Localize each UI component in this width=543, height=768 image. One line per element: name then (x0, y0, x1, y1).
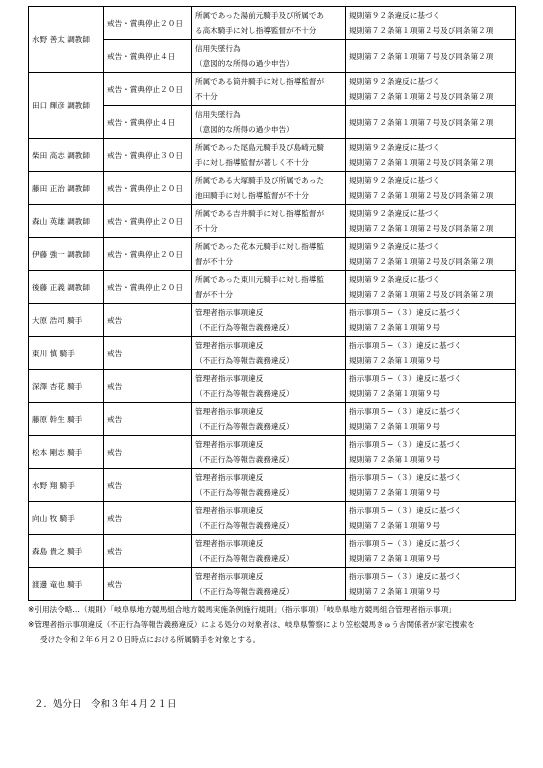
notes-block (28, 602, 516, 647)
reason-line: （不正行為等報告義務違反） (195, 554, 294, 563)
reason-line: 管理者指示事項違反 (195, 572, 264, 581)
reason-line: 信用失墜行為 (195, 110, 241, 119)
reason-line: 所属であった湯前元騎手及び所属であ (195, 11, 325, 20)
table-row (29, 337, 516, 370)
person-name-cell: 向山 牧 騎手 (29, 502, 104, 535)
penalty-cell: 戒告 (104, 535, 192, 568)
person-name-cell: 田口 輝彦 調教師 (29, 73, 104, 139)
penalty-cell: 戒告・賞典停止２０日 (104, 271, 192, 304)
reason-line: （不正行為等報告義務違反） (195, 323, 294, 332)
reason-line: 管理者指示事項違反 (195, 341, 264, 350)
table-row (29, 535, 516, 568)
note-line: ※引用法令略…（規則）「岐阜県地方競馬組合地方競馬実施条例施行規則」（指示事項）「岐阜県地方競馬組合管理者指示事項」 (28, 605, 456, 614)
clause-line: 規則第７２条第１項第９号 (349, 323, 441, 332)
person-name-cell: 藤田 正治 調教師 (29, 172, 104, 205)
clause-cell (346, 172, 516, 205)
clause-line: 指示事項５−（３）違反に基づく (349, 440, 462, 449)
reason-cell (192, 337, 346, 370)
section-heading: ２．処分日 令和３年４月２１日 (34, 699, 177, 710)
penalty-cell: 戒告・賞典停止２０日 (104, 238, 192, 271)
clause-line: 指示事項５−（３）違反に基づく (349, 539, 462, 548)
penalty-cell: 戒告・賞典停止２０日 (104, 73, 192, 106)
penalty-cell: 戒告・賞典停止４日 (104, 106, 192, 139)
reason-line: 池田騎手に対し指導監督が不十分 (195, 191, 309, 200)
table-row (29, 172, 516, 205)
clause-cell (346, 205, 516, 238)
clause-cell (346, 370, 516, 403)
clause-cell (346, 106, 516, 139)
table-row (29, 568, 516, 601)
person-name-cell: 水野 善太 調教師 (29, 7, 104, 73)
table-row (29, 469, 516, 502)
clause-line: 規則第７２条第１項第２号及び同条第２項 (349, 191, 494, 200)
reason-line: 管理者指示事項違反 (195, 440, 264, 449)
reason-line: る高木騎手に対し指導監督が不十分 (195, 26, 317, 35)
reason-line: 管理者指示事項違反 (195, 407, 264, 416)
clause-line: 規則第９２条違反に基づく (349, 176, 441, 185)
clause-cell (346, 139, 516, 172)
table-row (29, 205, 516, 238)
reason-line: 所属である吉井騎手に対し指導監督が (195, 209, 325, 218)
clause-line: 指示事項５−（３）違反に基づく (349, 572, 462, 581)
reason-line: （不正行為等報告義務違反） (195, 587, 294, 596)
reason-cell (192, 436, 346, 469)
reason-line: （意図的な所得の過少申告） (195, 125, 294, 134)
clause-line: 規則第９２条違反に基づく (349, 209, 441, 218)
table-row (29, 7, 516, 40)
reason-cell (192, 7, 346, 40)
clause-line: 指示事項５−（３）違反に基づく (349, 374, 462, 383)
reason-line: 所属である筒井騎手に対し指導監督が (195, 77, 325, 86)
clause-line: 規則第７２条第１項第９号 (349, 554, 441, 563)
person-name-cell: 柴田 高志 調教師 (29, 139, 104, 172)
penalty-cell: 戒告・賞典停止２０日 (104, 172, 192, 205)
clause-cell (346, 304, 516, 337)
clause-line: 規則第９２条違反に基づく (349, 77, 441, 86)
reason-cell (192, 271, 346, 304)
clause-cell (346, 403, 516, 436)
clause-line: 規則第７２条第１項第９号 (349, 587, 441, 596)
penalty-cell: 戒告 (104, 403, 192, 436)
table-row (29, 370, 516, 403)
reason-line: 不十分 (195, 92, 218, 101)
penalty-cell: 戒告 (104, 469, 192, 502)
reason-line: 管理者指示事項違反 (195, 539, 264, 548)
clause-cell (346, 469, 516, 502)
reason-line: 管理者指示事項違反 (195, 506, 264, 515)
penalty-cell: 戒告 (104, 568, 192, 601)
person-name-cell: 深澤 杏花 騎手 (29, 370, 104, 403)
reason-line: 所属であった東川元騎手に対し指導監 (195, 275, 325, 284)
person-name-cell: 森島 貴之 騎手 (29, 535, 104, 568)
clause-cell (346, 535, 516, 568)
clause-line: 指示事項５−（３）違反に基づく (349, 407, 462, 416)
reason-line: 管理者指示事項違反 (195, 308, 264, 317)
table-row (29, 502, 516, 535)
person-name-cell: 伊藤 強一 調教師 (29, 238, 104, 271)
reason-cell (192, 172, 346, 205)
reason-cell (192, 370, 346, 403)
table-row (29, 436, 516, 469)
clause-line: 規則第９２条違反に基づく (349, 143, 441, 152)
reason-line: （不正行為等報告義務違反） (195, 422, 294, 431)
clause-line: 規則第９２条違反に基づく (349, 275, 441, 284)
clause-line: 規則第７２条第１項第２号及び同条第２項 (349, 224, 494, 233)
reason-line: （不正行為等報告義務違反） (195, 455, 294, 464)
table-row (29, 139, 516, 172)
clause-line: 規則第７２条第１項第９号 (349, 422, 441, 431)
penalty-cell: 戒告・賞典停止２０日 (104, 7, 192, 40)
clause-line: 指示事項５−（３）違反に基づく (349, 506, 462, 515)
reason-line: 管理者指示事項違反 (195, 473, 264, 482)
reason-cell (192, 304, 346, 337)
reason-line: 不十分 (195, 224, 218, 233)
reason-line: 管理者指示事項違反 (195, 374, 264, 383)
reason-line: 所属であった尾島元騎手及び島崎元騎 (195, 143, 325, 152)
clause-line: 指示事項５−（３）違反に基づく (349, 473, 462, 482)
reason-line: 督が不十分 (195, 290, 233, 299)
note-line: ※管理者指示事項違反（不正行為等報告義務違反）による処分の対象者は、岐阜県警察により笠松競馬きゅう舎関係者が家宅捜索を (28, 620, 475, 629)
person-name-cell: 東川 慎 騎手 (29, 337, 104, 370)
clause-line: 規則第７２条第１項第２号及び同条第２項 (349, 158, 494, 167)
clause-line: 規則第７２条第１項第７号及び同条第２項 (349, 117, 494, 127)
reason-line: 所属であった花本元騎手に対し指導監 (195, 242, 325, 251)
clause-line: 指示事項５−（３）違反に基づく (349, 341, 462, 350)
reason-line: （意図的な所得の過少申告） (195, 59, 294, 68)
reason-cell (192, 502, 346, 535)
penalty-cell: 戒告 (104, 502, 192, 535)
reason-cell (192, 205, 346, 238)
reason-cell (192, 73, 346, 106)
clause-line: 規則第７２条第１項第７号及び同条第２項 (349, 51, 494, 61)
clause-line: 規則第７２条第１項第９号 (349, 488, 441, 497)
disciplinary-table-section (28, 6, 516, 647)
clause-cell (346, 436, 516, 469)
reason-line: （不正行為等報告義務違反） (195, 521, 294, 530)
reason-line: （不正行為等報告義務違反） (195, 389, 294, 398)
penalty-cell: 戒告 (104, 370, 192, 403)
clause-line: 規則第７２条第１項第２号及び同条第２項 (349, 26, 494, 35)
person-name-cell: 松本 剛志 騎手 (29, 436, 104, 469)
person-name-cell: 水野 翔 騎手 (29, 469, 104, 502)
clause-line: 規則第７２条第１項第９号 (349, 389, 441, 398)
penalty-cell: 戒告・賞典停止４日 (104, 40, 192, 73)
table-row (29, 73, 516, 106)
clause-cell (346, 568, 516, 601)
table-row (29, 271, 516, 304)
penalty-cell: 戒告 (104, 304, 192, 337)
clause-cell (346, 238, 516, 271)
reason-line: 督が不十分 (195, 257, 233, 266)
table-row (29, 238, 516, 271)
clause-line: 規則第７２条第１項第９号 (349, 356, 441, 365)
person-name-cell: 渡邊 竜也 騎手 (29, 568, 104, 601)
reason-line: 手に対し指導監督が著しく不十分 (195, 158, 309, 167)
table-row (29, 304, 516, 337)
reason-cell (192, 568, 346, 601)
table-row (29, 403, 516, 436)
clause-cell (346, 337, 516, 370)
penalty-cell: 戒告 (104, 436, 192, 469)
penalty-cell: 戒告・賞典停止３０日 (104, 139, 192, 172)
penalty-cell: 戒告 (104, 337, 192, 370)
reason-line: 所属である大塚騎手及び所属であった (195, 176, 325, 185)
note-line: 受けた令和２年６月２０日時点における所属騎手を対象とする。 (40, 635, 261, 644)
reason-cell (192, 403, 346, 436)
clause-cell (346, 73, 516, 106)
reason-line: （不正行為等報告義務違反） (195, 488, 294, 497)
clause-cell (346, 7, 516, 40)
disciplinary-table (28, 6, 516, 601)
penalty-cell: 戒告・賞典停止２０日 (104, 205, 192, 238)
clause-line: 規則第９２条違反に基づく (349, 242, 441, 251)
reason-cell (192, 535, 346, 568)
reason-cell (192, 238, 346, 271)
reason-line: （不正行為等報告義務違反） (195, 356, 294, 365)
clause-line: 規則第９２条違反に基づく (349, 11, 441, 20)
person-name-cell: 大原 浩司 騎手 (29, 304, 104, 337)
person-name-cell: 後藤 正義 調教師 (29, 271, 104, 304)
reason-cell (192, 40, 346, 73)
clause-cell (346, 502, 516, 535)
reason-line: 信用失墜行為 (195, 44, 241, 53)
person-name-cell: 藤原 幹生 騎手 (29, 403, 104, 436)
clause-cell (346, 40, 516, 73)
clause-line: 規則第７２条第１項第２号及び同条第２項 (349, 290, 494, 299)
reason-cell (192, 106, 346, 139)
clause-line: 規則第７２条第１項第２号及び同条第２項 (349, 257, 494, 266)
reason-cell (192, 139, 346, 172)
clause-cell (346, 271, 516, 304)
clause-line: 規則第７２条第１項第９号 (349, 521, 441, 530)
person-name-cell: 森山 英雄 調教師 (29, 205, 104, 238)
clause-line: 規則第７２条第１項第２号及び同条第２項 (349, 92, 494, 101)
reason-cell (192, 469, 346, 502)
clause-line: 規則第７２条第１項第９号 (349, 455, 441, 464)
clause-line: 指示事項５−（３）違反に基づく (349, 308, 462, 317)
